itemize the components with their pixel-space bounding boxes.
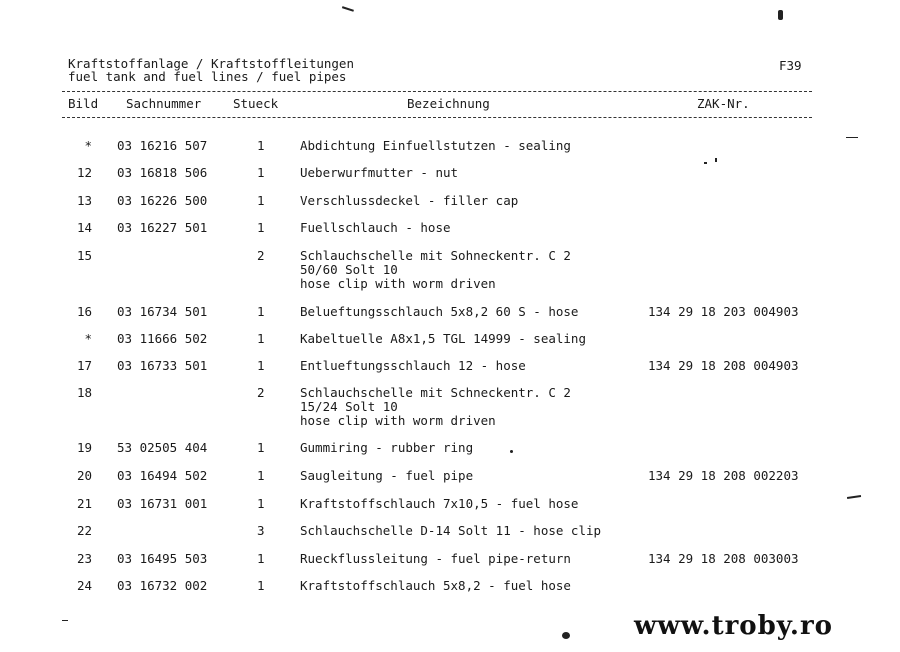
row-stueck: 1 (257, 578, 265, 593)
row-bezeichnung: Ueberwurfmutter - nut (300, 165, 459, 180)
row-bezeichnung: Kraftstoffschlauch 7x10,5 - fuel hose (300, 496, 579, 511)
row-bezeichnung: Schlauchschelle mit Sohneckentr. C 2 (300, 248, 571, 263)
row-bild: * (84, 138, 92, 153)
row-stueck: 1 (257, 440, 265, 455)
row-bild: 22 (76, 523, 92, 538)
scan-speck (510, 450, 513, 453)
row-bild: 14 (76, 220, 92, 235)
row-bezeichnung: hose clip with worm driven (300, 276, 496, 291)
row-bild: 16 (76, 304, 92, 319)
row-sachnummer: 03 16495 503 (117, 551, 208, 566)
title-de: Kraftstoffanlage / Kraftstoffleitungen (68, 56, 354, 71)
row-stueck: 1 (257, 468, 265, 483)
row-bild: 17 (76, 358, 92, 373)
row-sachnummer: 03 16227 501 (117, 220, 208, 235)
col-bezeichnung: Bezeichnung (407, 96, 490, 111)
row-sachnummer: 03 16731 001 (117, 496, 208, 511)
row-stueck: 3 (257, 523, 265, 538)
row-bezeichnung: Schlauchschelle mit Schneckentr. C 2 (300, 385, 571, 400)
row-bild: 21 (76, 496, 92, 511)
header-rule-top (62, 91, 812, 92)
scan-speck (342, 6, 354, 11)
row-stueck: 1 (257, 358, 265, 373)
row-bezeichnung: hose clip with worm driven (300, 413, 496, 428)
scan-speck (778, 10, 783, 20)
row-bezeichnung: Entlueftungsschlauch 12 - hose (300, 358, 526, 373)
col-sachnummer: Sachnummer (126, 96, 202, 111)
col-stueck: Stueck (233, 96, 279, 111)
row-bild: 15 (76, 248, 92, 263)
row-sachnummer: 03 16733 501 (117, 358, 208, 373)
row-stueck: 1 (257, 331, 265, 346)
scan-speck (847, 495, 861, 498)
row-zak-nr: 134 29 18 208 003003 (648, 551, 799, 566)
header-rule-bottom (62, 117, 812, 118)
row-stueck: 1 (257, 165, 265, 180)
scan-speck (846, 137, 858, 138)
scan-speck (704, 162, 707, 164)
row-stueck: 2 (257, 248, 265, 263)
row-sachnummer: 03 16818 506 (117, 165, 208, 180)
row-sachnummer: 53 02505 404 (117, 440, 208, 455)
row-bezeichnung: Fuellschlauch - hose (300, 220, 451, 235)
row-sachnummer: 03 16734 501 (117, 304, 208, 319)
row-zak-nr: 134 29 18 208 004903 (648, 358, 799, 373)
row-stueck: 2 (257, 385, 265, 400)
row-sachnummer: 03 16216 507 (117, 138, 208, 153)
row-stueck: 1 (257, 304, 265, 319)
title-en: fuel tank and fuel lines / fuel pipes (68, 69, 347, 84)
row-bild: 13 (76, 193, 92, 208)
scan-speck (715, 158, 717, 162)
row-stueck: 1 (257, 220, 265, 235)
row-bezeichnung: 15/24 Solt 10 (300, 399, 398, 414)
row-stueck: 1 (257, 551, 265, 566)
row-bezeichnung: Kabeltuelle A8x1,5 TGL 14999 - sealing (300, 331, 586, 346)
page-code: F39 (779, 58, 802, 73)
row-bild: 20 (76, 468, 92, 483)
row-bezeichnung: Saugleitung - fuel pipe (300, 468, 474, 483)
row-bild: 23 (76, 551, 92, 566)
row-bezeichnung: Verschlussdeckel - filler cap (300, 193, 519, 208)
watermark: www.troby.ro (634, 611, 834, 641)
row-bild: 19 (76, 440, 92, 455)
row-sachnummer: 03 16494 502 (117, 468, 208, 483)
row-stueck: 1 (257, 138, 265, 153)
row-bezeichnung: 50/60 Solt 10 (300, 262, 398, 277)
col-bild: Bild (68, 96, 99, 111)
row-zak-nr: 134 29 18 203 004903 (648, 304, 799, 319)
row-bezeichnung: Kraftstoffschlauch 5x8,2 - fuel hose (300, 578, 571, 593)
row-sachnummer: 03 16732 002 (117, 578, 208, 593)
row-bezeichnung: Schlauchschelle D-14 Solt 11 - hose clip (300, 523, 602, 538)
row-stueck: 1 (257, 193, 265, 208)
row-sachnummer: 03 16226 500 (117, 193, 208, 208)
row-bezeichnung: Belueftungsschlauch 5x8,2 60 S - hose (300, 304, 579, 319)
row-bezeichnung: Abdichtung Einfuellstutzen - sealing (300, 138, 571, 153)
row-sachnummer: 03 11666 502 (117, 331, 208, 346)
row-zak-nr: 134 29 18 208 002203 (648, 468, 799, 483)
row-bild: 12 (76, 165, 92, 180)
row-bild: * (84, 331, 92, 346)
row-bild: 18 (76, 385, 92, 400)
row-bezeichnung: Gummiring - rubber ring (300, 440, 474, 455)
row-bezeichnung: Rueckflussleitung - fuel pipe-return (300, 551, 571, 566)
col-zak: ZAK-Nr. (697, 96, 750, 111)
scan-dot (562, 632, 570, 639)
row-stueck: 1 (257, 496, 265, 511)
scan-speck (62, 620, 68, 621)
row-bild: 24 (76, 578, 92, 593)
